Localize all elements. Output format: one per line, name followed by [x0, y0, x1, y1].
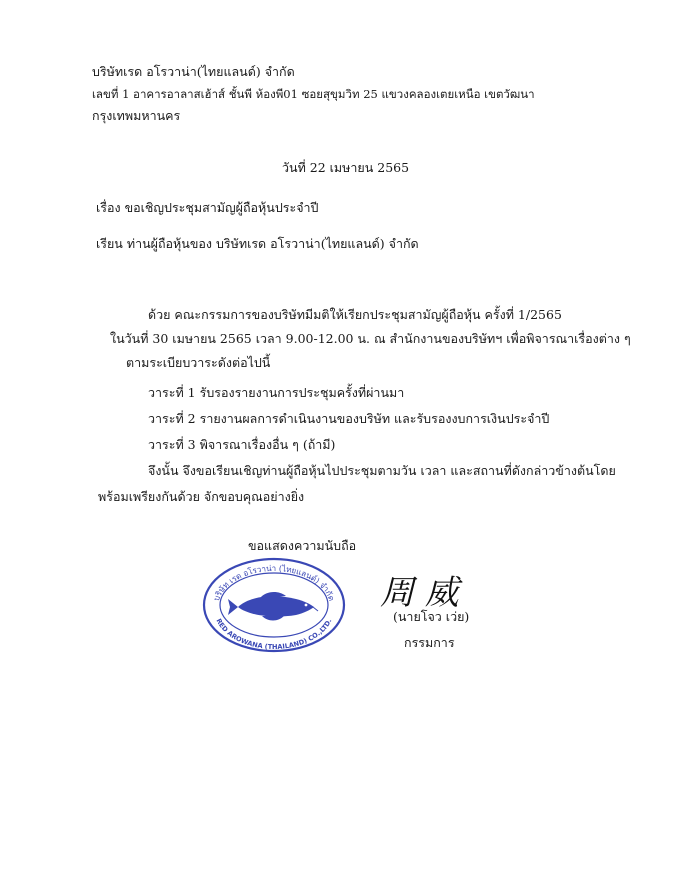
seal-top-text: บริษัท เรด อโรวาน่า (ไทยแลนด์) จำกัด — [211, 563, 337, 603]
body-paragraph-line-3: ตามระเบียบวาระดังต่อไปนี้ — [126, 355, 271, 370]
agenda-item: วาระที่ 2 รายงานผลการดำเนินงานของบริษัท และรับรองงบการเงินประจำปี — [148, 411, 550, 426]
signatory-title: กรรมการ — [404, 635, 455, 650]
letter-subject: เรื่อง ขอเชิญประชุมสามัญผู้ถือหุ้นประจำปี — [96, 200, 319, 215]
closing-phrase: ขอแสดงความนับถือ — [248, 538, 357, 553]
address-line-1: เลขที่ 1 อาคารอาลาสเฮ้าส์ ชั้นพี ห้องพี01 ซอยสุขุมวิท 25 แขวงคลองเตยเหนือ เขตวัฒนา — [92, 87, 535, 101]
body-paragraph-line-1: ด้วย คณะกรรมการของบริษัทมีมติให้เรียกประชุมสามัญผู้ถือหุ้น ครั้งที่ 1/2565 — [148, 307, 562, 322]
closing-paragraph-line-1: จึงนั้น จึงขอเรียนเชิญท่านผู้ถือหุ้นไปประชุมตามวัน เวลา และสถานที่ดังกล่าวข้างต้นโดย — [148, 463, 616, 478]
closing-paragraph-line-2: พร้อมเพรียงกันด้วย จักขอบคุณอย่างยิ่ง — [98, 489, 305, 504]
body-paragraph-line-2: ในวันที่ 30 เมษายน 2565 เวลา 9.00-12.00 น. ณ สำนักงานของบริษัทฯ เพื่อพิจารณาเรื่องต่าง ๆ — [110, 331, 631, 346]
arowana-fish-icon — [228, 592, 318, 620]
handwritten-signature — [378, 568, 459, 613]
letter-recipient: เรียน ท่านผู้ถือหุ้นของ บริษัทเรด อโรวาน่า(ไทยแลนด์) จำกัด — [96, 236, 419, 251]
company-name: บริษัทเรด อโรวาน่า(ไทยแลนด์) จำกัด — [92, 64, 295, 79]
company-seal — [200, 555, 348, 655]
agenda-item: วาระที่ 3 พิจารณาเรื่องอื่น ๆ (ถ้ามี) — [148, 437, 336, 452]
seal-bottom-text: RED AROWANA (THAILAND) CO.,LTD. — [214, 617, 334, 652]
agenda-item: วาระที่ 1 รับรองรายงานการประชุมครั้งที่ผ่านมา — [148, 385, 405, 400]
signatory-name: (นายโจว เว่ย) — [393, 609, 470, 624]
svg-text:周 威: 周 威 — [380, 573, 459, 613]
letter-date: วันที่ 22 เมษายน 2565 — [282, 160, 410, 175]
address-line-2: กรุงเทพมหานคร — [92, 108, 181, 123]
